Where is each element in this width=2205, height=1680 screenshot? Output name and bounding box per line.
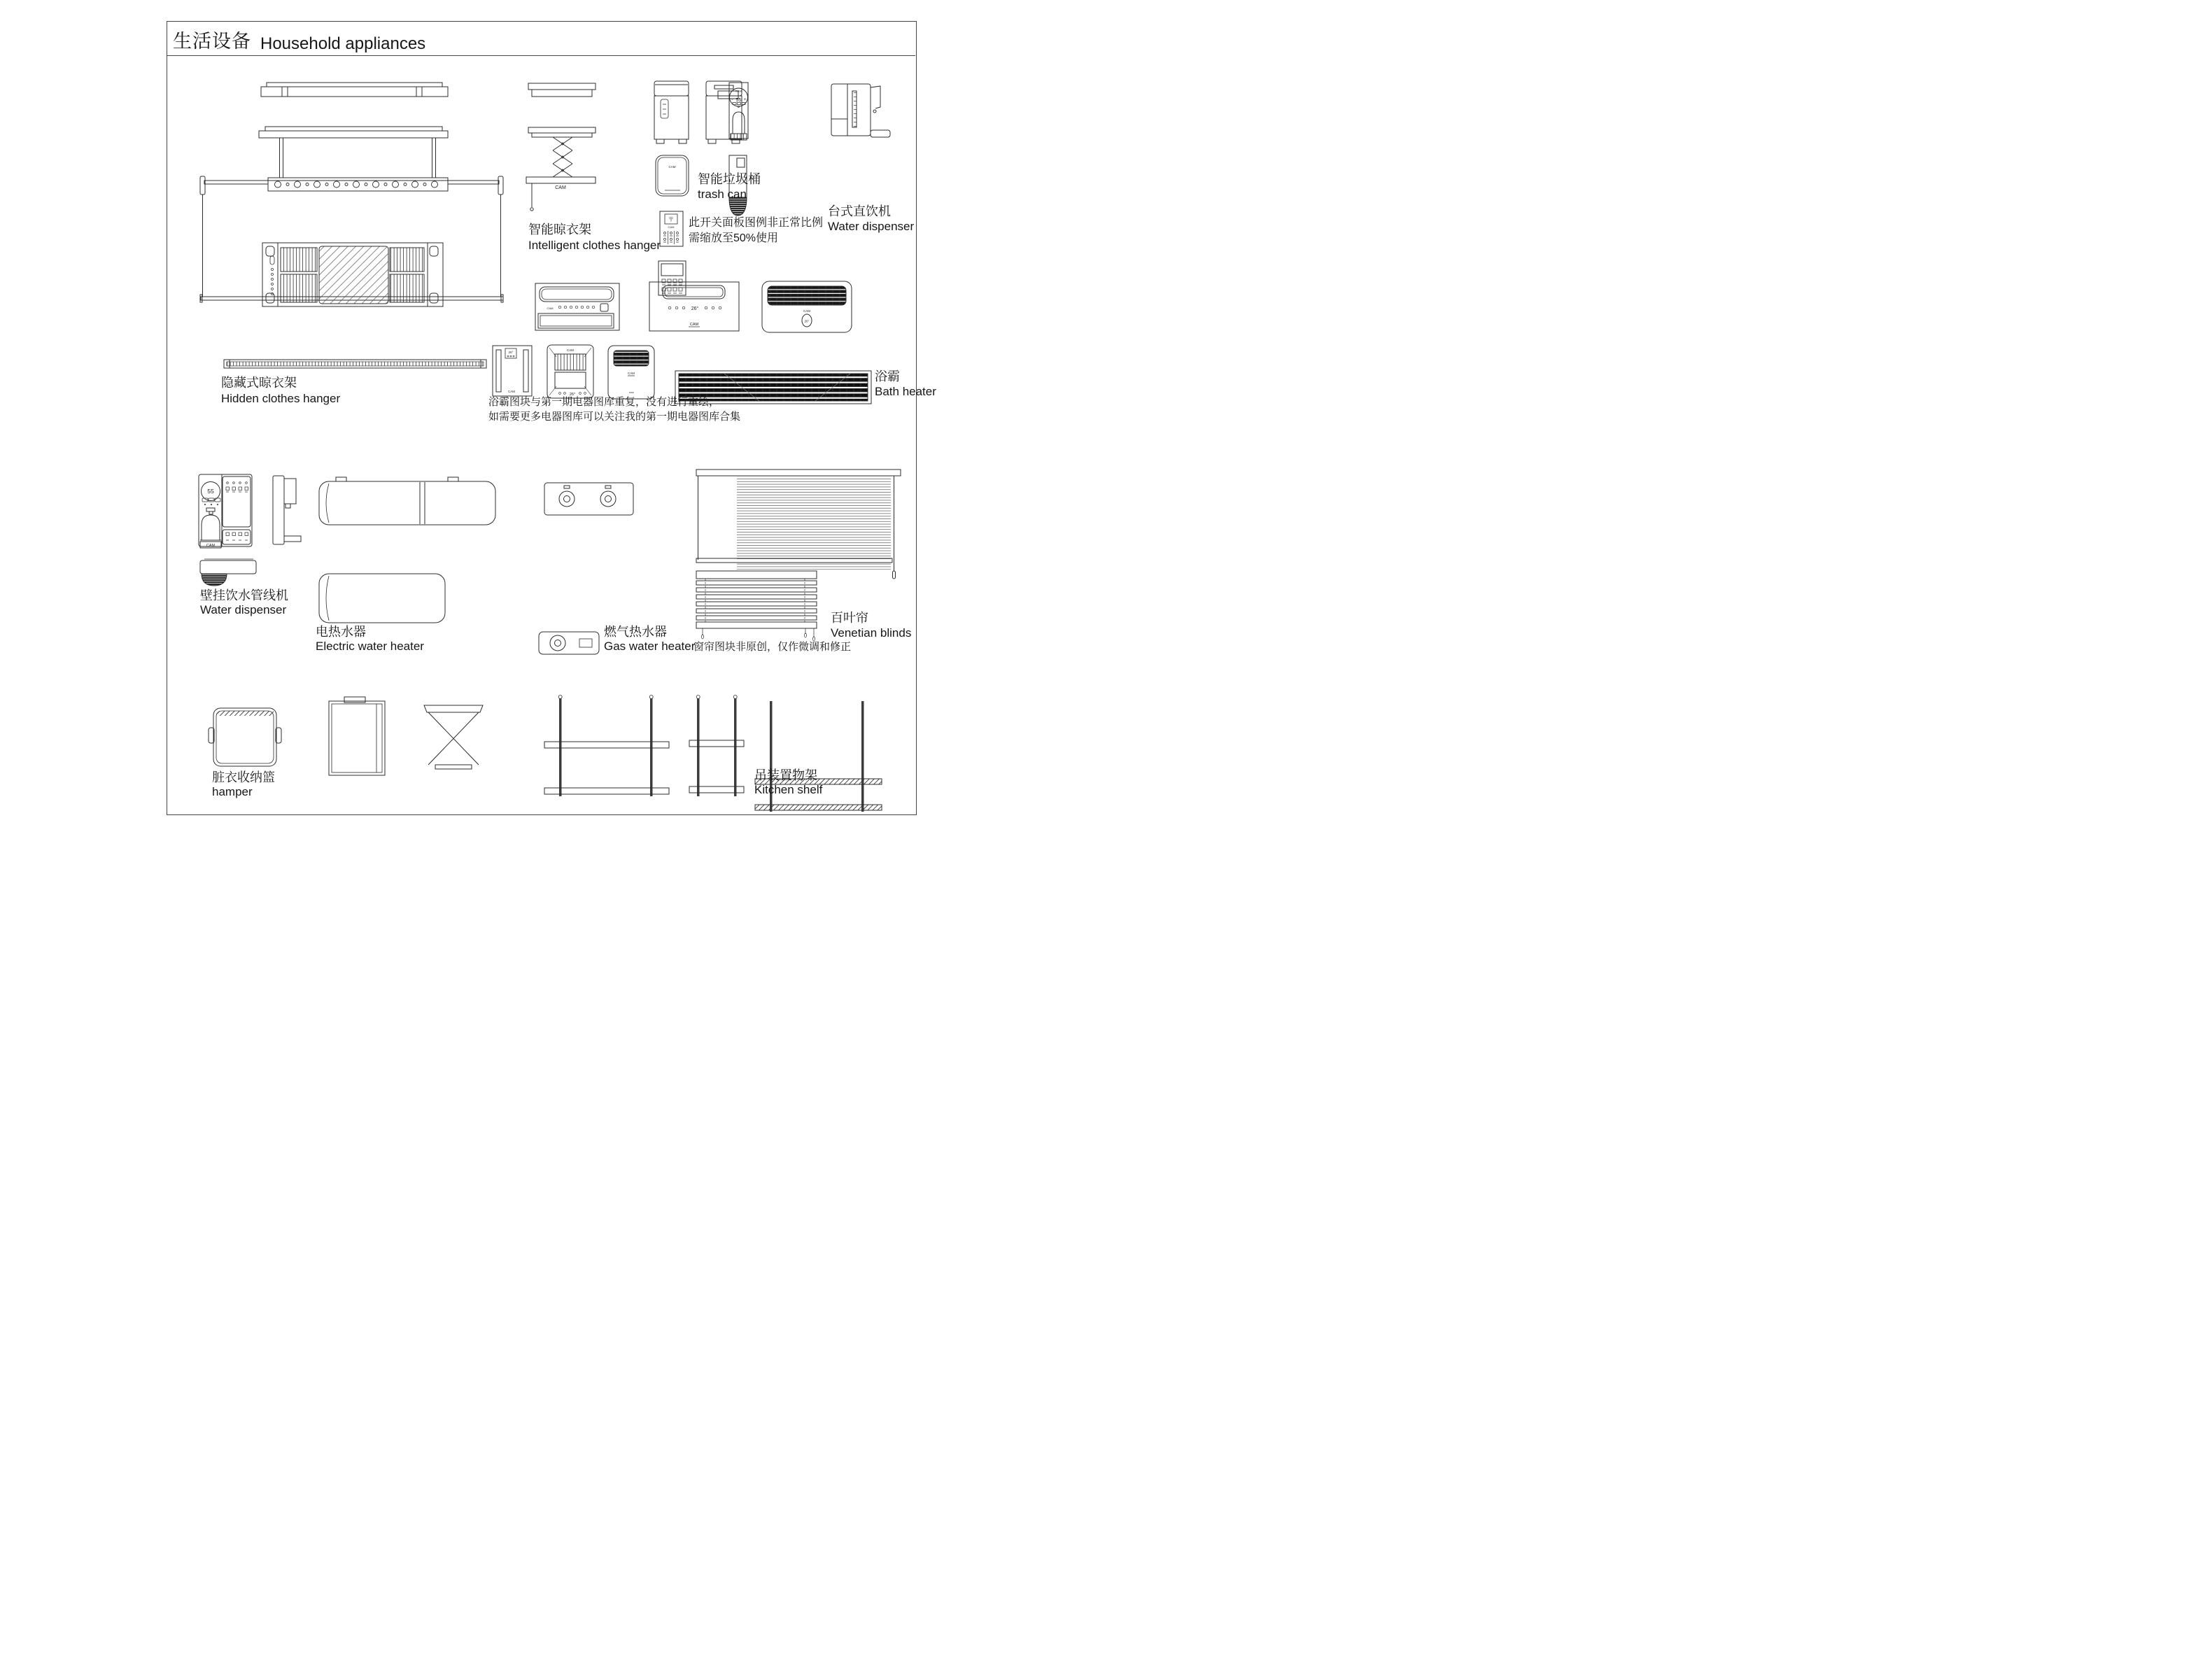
- brand-text: CAM: [803, 309, 810, 313]
- brand-text: CAM: [628, 372, 635, 375]
- label-hidden-hanger-en: Hidden clothes hanger: [221, 392, 341, 405]
- drawing-trash-can-1: [654, 81, 689, 143]
- temp-26: 26°: [508, 351, 514, 354]
- label-intelligent-hanger-en: Intelligent clothes hanger: [528, 239, 661, 252]
- label-wall-dispenser-zh: 壁挂饮水管线机: [200, 588, 288, 602]
- temp-26: 26°: [569, 393, 576, 397]
- label-intelligent-hanger-zh: 智能晾衣架: [528, 223, 591, 237]
- label-trash-can-zh: 智能垃圾桶: [698, 172, 761, 186]
- drawing-hidden-hanger-bar: [224, 360, 486, 368]
- drawing-desktop-dispenser-front: [729, 83, 748, 140]
- label-hamper-en: hamper: [212, 785, 253, 798]
- drawing-hanger-closed: [261, 83, 448, 97]
- brand-text: CAM: [668, 165, 676, 169]
- label-hamper-zh: 脏衣收纳篮: [212, 770, 275, 784]
- drawing-desktop-dispenser-side: [831, 84, 890, 137]
- drawing-bath-unit-2: [547, 345, 593, 398]
- label-desktop-dispenser-en: Water dispenser: [828, 220, 915, 233]
- drawing-bath-unit-1: [493, 346, 532, 396]
- drawing-venetian-blind: [696, 571, 817, 641]
- page-title-en: Household appliances: [260, 34, 426, 53]
- brand-text: CAM: [668, 225, 675, 229]
- brand-text: CAM: [508, 390, 515, 393]
- drawing-electric-heater-front: [319, 574, 445, 623]
- note-switch-line1: 此开关面板图例非正常比例: [689, 217, 824, 229]
- label-electric-heater-en: Electric water heater: [316, 640, 424, 653]
- brand-text: CAM: [689, 323, 699, 327]
- temp-26: 26°: [691, 306, 699, 311]
- drawing-gas-heater: [539, 632, 599, 654]
- temp-26: 26°: [804, 319, 810, 323]
- dial-temp: 55: [207, 488, 214, 495]
- drawing-switch-panel-1: [660, 211, 683, 246]
- drawing-wall-dispenser-front: [199, 474, 252, 548]
- brand-text: CAM: [206, 544, 216, 548]
- brand-text: CAM: [567, 348, 574, 352]
- drawing-kitchen-shelf-b: [689, 696, 744, 797]
- drawing-wall-dispenser-head: [200, 559, 256, 586]
- drawing-ceiling-heater-glass: [262, 243, 443, 306]
- label-wall-dispenser-en: Water dispenser: [200, 603, 287, 616]
- switch-symbol: 〒: [668, 216, 674, 223]
- drawing-ceiling-unit-3: [762, 281, 852, 332]
- label-blinds-en: Venetian blinds: [831, 626, 912, 640]
- drawing-heater-port-panel: [544, 483, 633, 515]
- label-trash-can-en: trash can: [698, 188, 747, 201]
- drawing-bath-unit-3: [608, 346, 654, 399]
- drawing-electric-heater-tank: [319, 477, 495, 525]
- label-bath-heater-en: Bath heater: [875, 385, 936, 398]
- dial-plus: +: [743, 98, 747, 102]
- drawing-roller-blind: [696, 470, 901, 579]
- label-electric-heater-zh: 电热水器: [316, 625, 366, 639]
- note-bath-line2: 如需要更多电器图库可以关注我的第一期电器图库合集: [488, 411, 741, 423]
- brand-text: CAM: [555, 185, 566, 190]
- page-title-zh: 生活设备: [173, 31, 251, 52]
- drawing-trash-can-top-view: [656, 155, 689, 196]
- brand-text: CAM: [547, 306, 554, 310]
- drawing-hamper-basket: [209, 708, 281, 766]
- brand-text: CAM: [735, 89, 742, 93]
- appliance-catalog-sheet: [0, 0, 1081, 824]
- label-gas-heater-en: Gas water heater: [604, 640, 696, 653]
- label-kitchen-shelf-zh: 吊装置物架: [754, 768, 817, 782]
- label-gas-heater-zh: 燃气热水器: [604, 625, 667, 639]
- dial-minus: -: [731, 98, 733, 102]
- drawing-ceiling-unit-2: [649, 282, 739, 331]
- label-desktop-dispenser-zh: 台式直饮机: [828, 204, 891, 218]
- note-switch-line2: 需缩放至50%使用: [689, 232, 779, 244]
- drawing-wall-dispenser-side: [273, 476, 301, 544]
- label-kitchen-shelf-en: Kitchen shelf: [754, 783, 823, 796]
- label-hidden-hanger-zh: 隐藏式晾衣架: [221, 376, 297, 390]
- label-blinds-zh: 百叶帘: [831, 611, 868, 625]
- drawing-kitchen-shelf-a: [544, 696, 669, 797]
- note-curtain: 窗帘图块非原创，仅作微调和修正: [693, 641, 852, 653]
- label-bath-heater-zh: 浴霸: [875, 369, 900, 383]
- drawing-ceiling-unit-1: [535, 283, 619, 330]
- dial-temp: 55: [735, 98, 742, 103]
- note-bath-line1: 浴霸图块与第一期电器图库重复，没有进行重绘，: [488, 396, 720, 408]
- drawing-hanger-side-view: [526, 83, 596, 211]
- drawing-hamper-bin: [329, 697, 385, 775]
- drawing-hamper-folding: [424, 705, 483, 769]
